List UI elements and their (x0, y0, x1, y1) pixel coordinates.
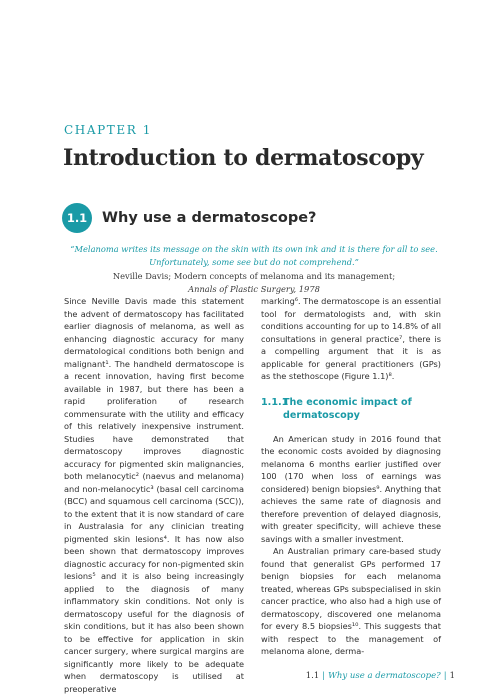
body-paragraph: Since Neville Davis made this statement the advent of dermatoscopy has facilitated earlier diagnosis of melanoma, as well as enhancing diagnostic accuracy for many dermatological conditions both benign and malignant¹. The handheld dermatoscope is a recent innovation, having first become available in 1987, but there has been a rapid proliferation of research commensurate with the utility and efficacy of this relatively inexpensive instrument. Studies have demonstrated that dermatoscopy improves diagnostic accuracy for pigmented skin malignancies, both melanocytic² (naevus and melanoma) and non-melanocytic³ (basal cell carcinoma (BCC) and squamous cell carcinoma (SCC)), to the extent that it is now standard of care in Australasia for any clinician treating pigmented skin lesions⁴. It has now also been shown that dermatoscopy improves diagnostic accuracy for non-pigmented skin lesions⁵ and it is also being increasingly applied to the diagnosis of many inflammatory skin conditions. Not only is dermatoscopy useful for the diagnosis of skin conditions, but it has also been shown to be effective for application in skin cancer surgery, where surgical margins are significantly more likely to be adequate when dermatoscopy is utilised at preoperative (64, 296, 244, 694)
footer-section-ref: 1.1 (305, 671, 320, 681)
epigraph (64, 243, 444, 297)
section-heading (62, 203, 316, 233)
page-footer: 1.1 | Why use a dermatoscope? | 1 (305, 671, 455, 681)
epigraph-attribution: Neville Davis; Modern concepts of melanoma and its management; (112, 270, 396, 281)
section-number-badge: 1.1 (62, 203, 92, 233)
body-paragraph: An American study in 2016 found that the economic costs avoided by diagnosing melanoma 6 months earlier justified over 100 (170 when loss of earnings was considered) benign biopsies⁹. Anything that achieves the same rate of diagnosis and therefore prevention of delayed diagnosis, with greater specificity, will achieve these savings with a smaller investment. (261, 433, 441, 544)
subsection-number: 1.1.1 (261, 396, 289, 408)
section-title: Why use a dermatoscope? (102, 210, 317, 226)
chapter-title: Introduction to dermatoscopy (63, 145, 424, 171)
subsection-heading (261, 396, 441, 422)
right-column (261, 295, 441, 658)
subsection-title: The economic impact of dermatoscopy (283, 396, 412, 421)
chapter-label: CHAPTER 1 (64, 123, 153, 137)
page-number: 1 (449, 671, 455, 681)
footer-running-title: Why use a dermatoscope? (328, 671, 441, 681)
body-paragraph: marking⁶. The dermatoscope is an essential tool for dermatologists and, with skin conditions accounting for up to 14.8% of all consultations in general practice⁷, there is a compelling argument that it is as applicable for general practitioners (GPs) as the stethoscope (Figure 1.1)⁸. (261, 296, 441, 381)
epigraph-source: Annals of Plastic Surgery, 1978 (188, 284, 320, 295)
epigraph-quote: “Melanoma writes its message on the skin with its own ink and it is there for all to see. Unfortunately, some see but do not comprehend.” (70, 244, 438, 268)
left-column (64, 295, 244, 695)
body-paragraph: An Australian primary care-based study found that generalist GPs performed 17 benign biopsies for each melanoma treated, whereas GPs subspecialised in skin cancer practice, who also had a high use of dermatoscopy, discovered one melanoma for every 8.5 biopsies¹⁰. This suggests that with respect to the management of melanoma alone, derma- (261, 546, 441, 656)
